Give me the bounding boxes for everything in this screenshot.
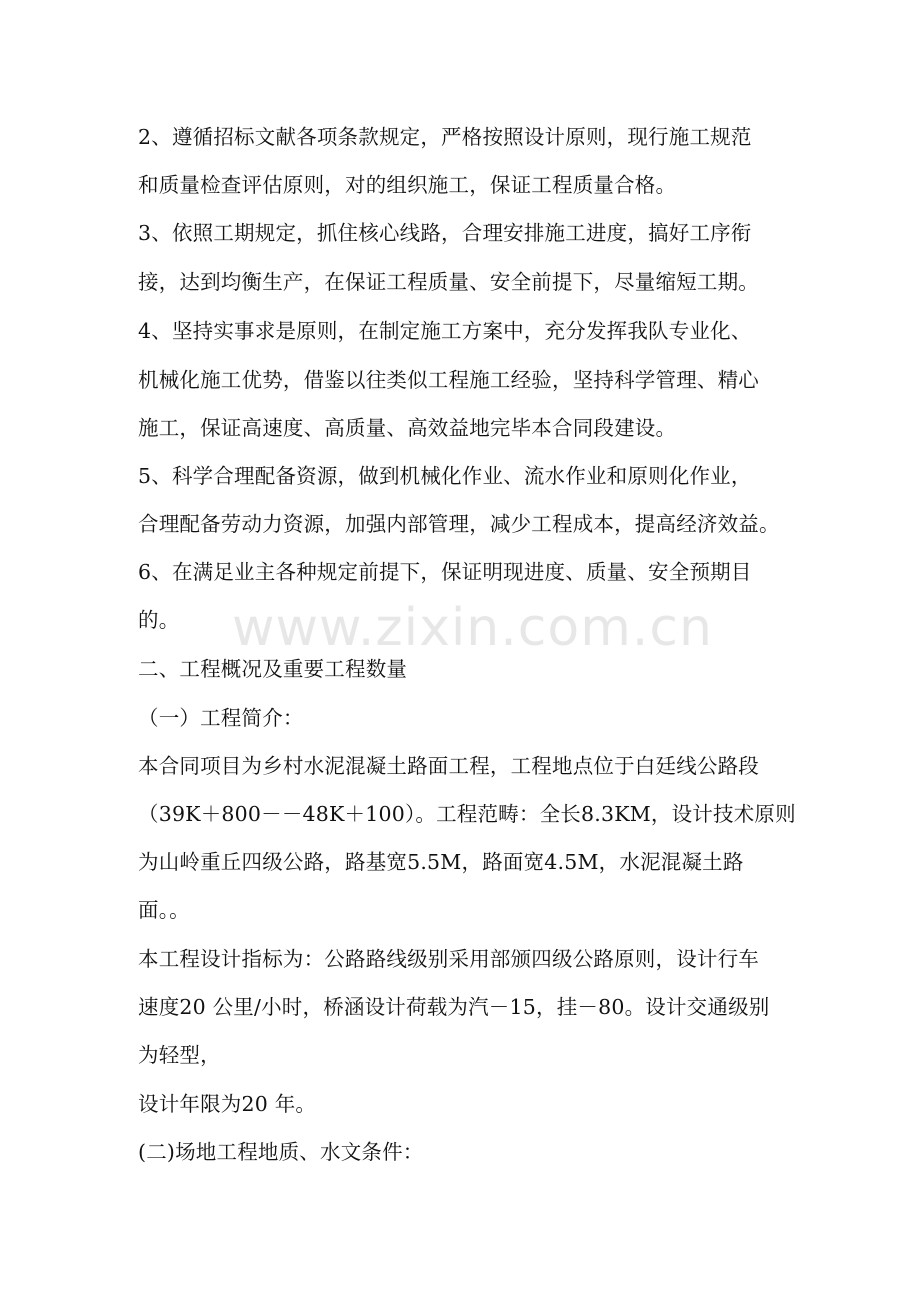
text-line: 速度20 公里/小时，桥涵设计荷载为汽－15，挂－80。设计交通级别 — [138, 995, 770, 1019]
watermark: www.zixin.com.cn — [232, 598, 713, 658]
text-line: 合理配备劳动力资源，加强内部管理，减少工程成本，提高经济效益。 — [138, 512, 780, 536]
text-line: 面。。 — [138, 898, 190, 922]
text-line: 3、依照工期规定，抓住核心线路，合理安排施工进度，搞好工序衔 — [138, 221, 752, 245]
section-heading: 二、工程概况及重要工程数量 — [138, 657, 408, 681]
text-line: 接，达到均衡生产，在保证工程质量、安全前提下，尽量缩短工期。 — [138, 270, 759, 294]
text-line: 5、科学合理配备资源，做到机械化作业、流水作业和原则化作业， — [138, 464, 752, 488]
text-line: 4、坚持实事求是原则，在制定施工方案中，充分发挥我队专业化、 — [138, 319, 752, 343]
text-line: 本工程设计指标为：公路路线级别采用部颁四级公路原则，设计行车 — [138, 947, 759, 971]
text-line: 为山岭重丘四级公路，路基宽5.5M，路面宽4.5M，水泥混凝土路 — [138, 850, 744, 874]
subsection-heading: (二)场地工程地质、水文条件： — [138, 1140, 424, 1164]
text-line: 和质量检查评估原则，对的组织施工，保证工程质量合格。 — [138, 173, 677, 197]
subsection-heading: （一）工程简介： — [138, 706, 304, 730]
text-line: 2、遵循招标文献各项条款规定，严格按照设计原则，现行施工规范 — [138, 125, 752, 149]
text-line: 设计年限为20 年。 — [138, 1092, 317, 1116]
text-line: （39K＋800－－48K＋100）。工程范畴：全长8.3KM，设计技术原则 — [138, 802, 796, 826]
text-line: 的。 — [138, 608, 180, 632]
text-line: 机械化施工优势，借鉴以往类似工程施工经验，坚持科学管理、精心 — [138, 368, 759, 392]
text-line: 为轻型， — [138, 1043, 221, 1067]
text-line: 施工，保证高速度、高质量、高效益地完毕本合同段建设。 — [138, 416, 677, 440]
text-line: 本合同项目为乡村水泥混凝土路面工程，工程地点位于白廷线公路段 — [138, 754, 759, 778]
text-line: 6、在满足业主各种规定前提下，保证明现进度、质量、安全预期目 — [138, 560, 752, 584]
